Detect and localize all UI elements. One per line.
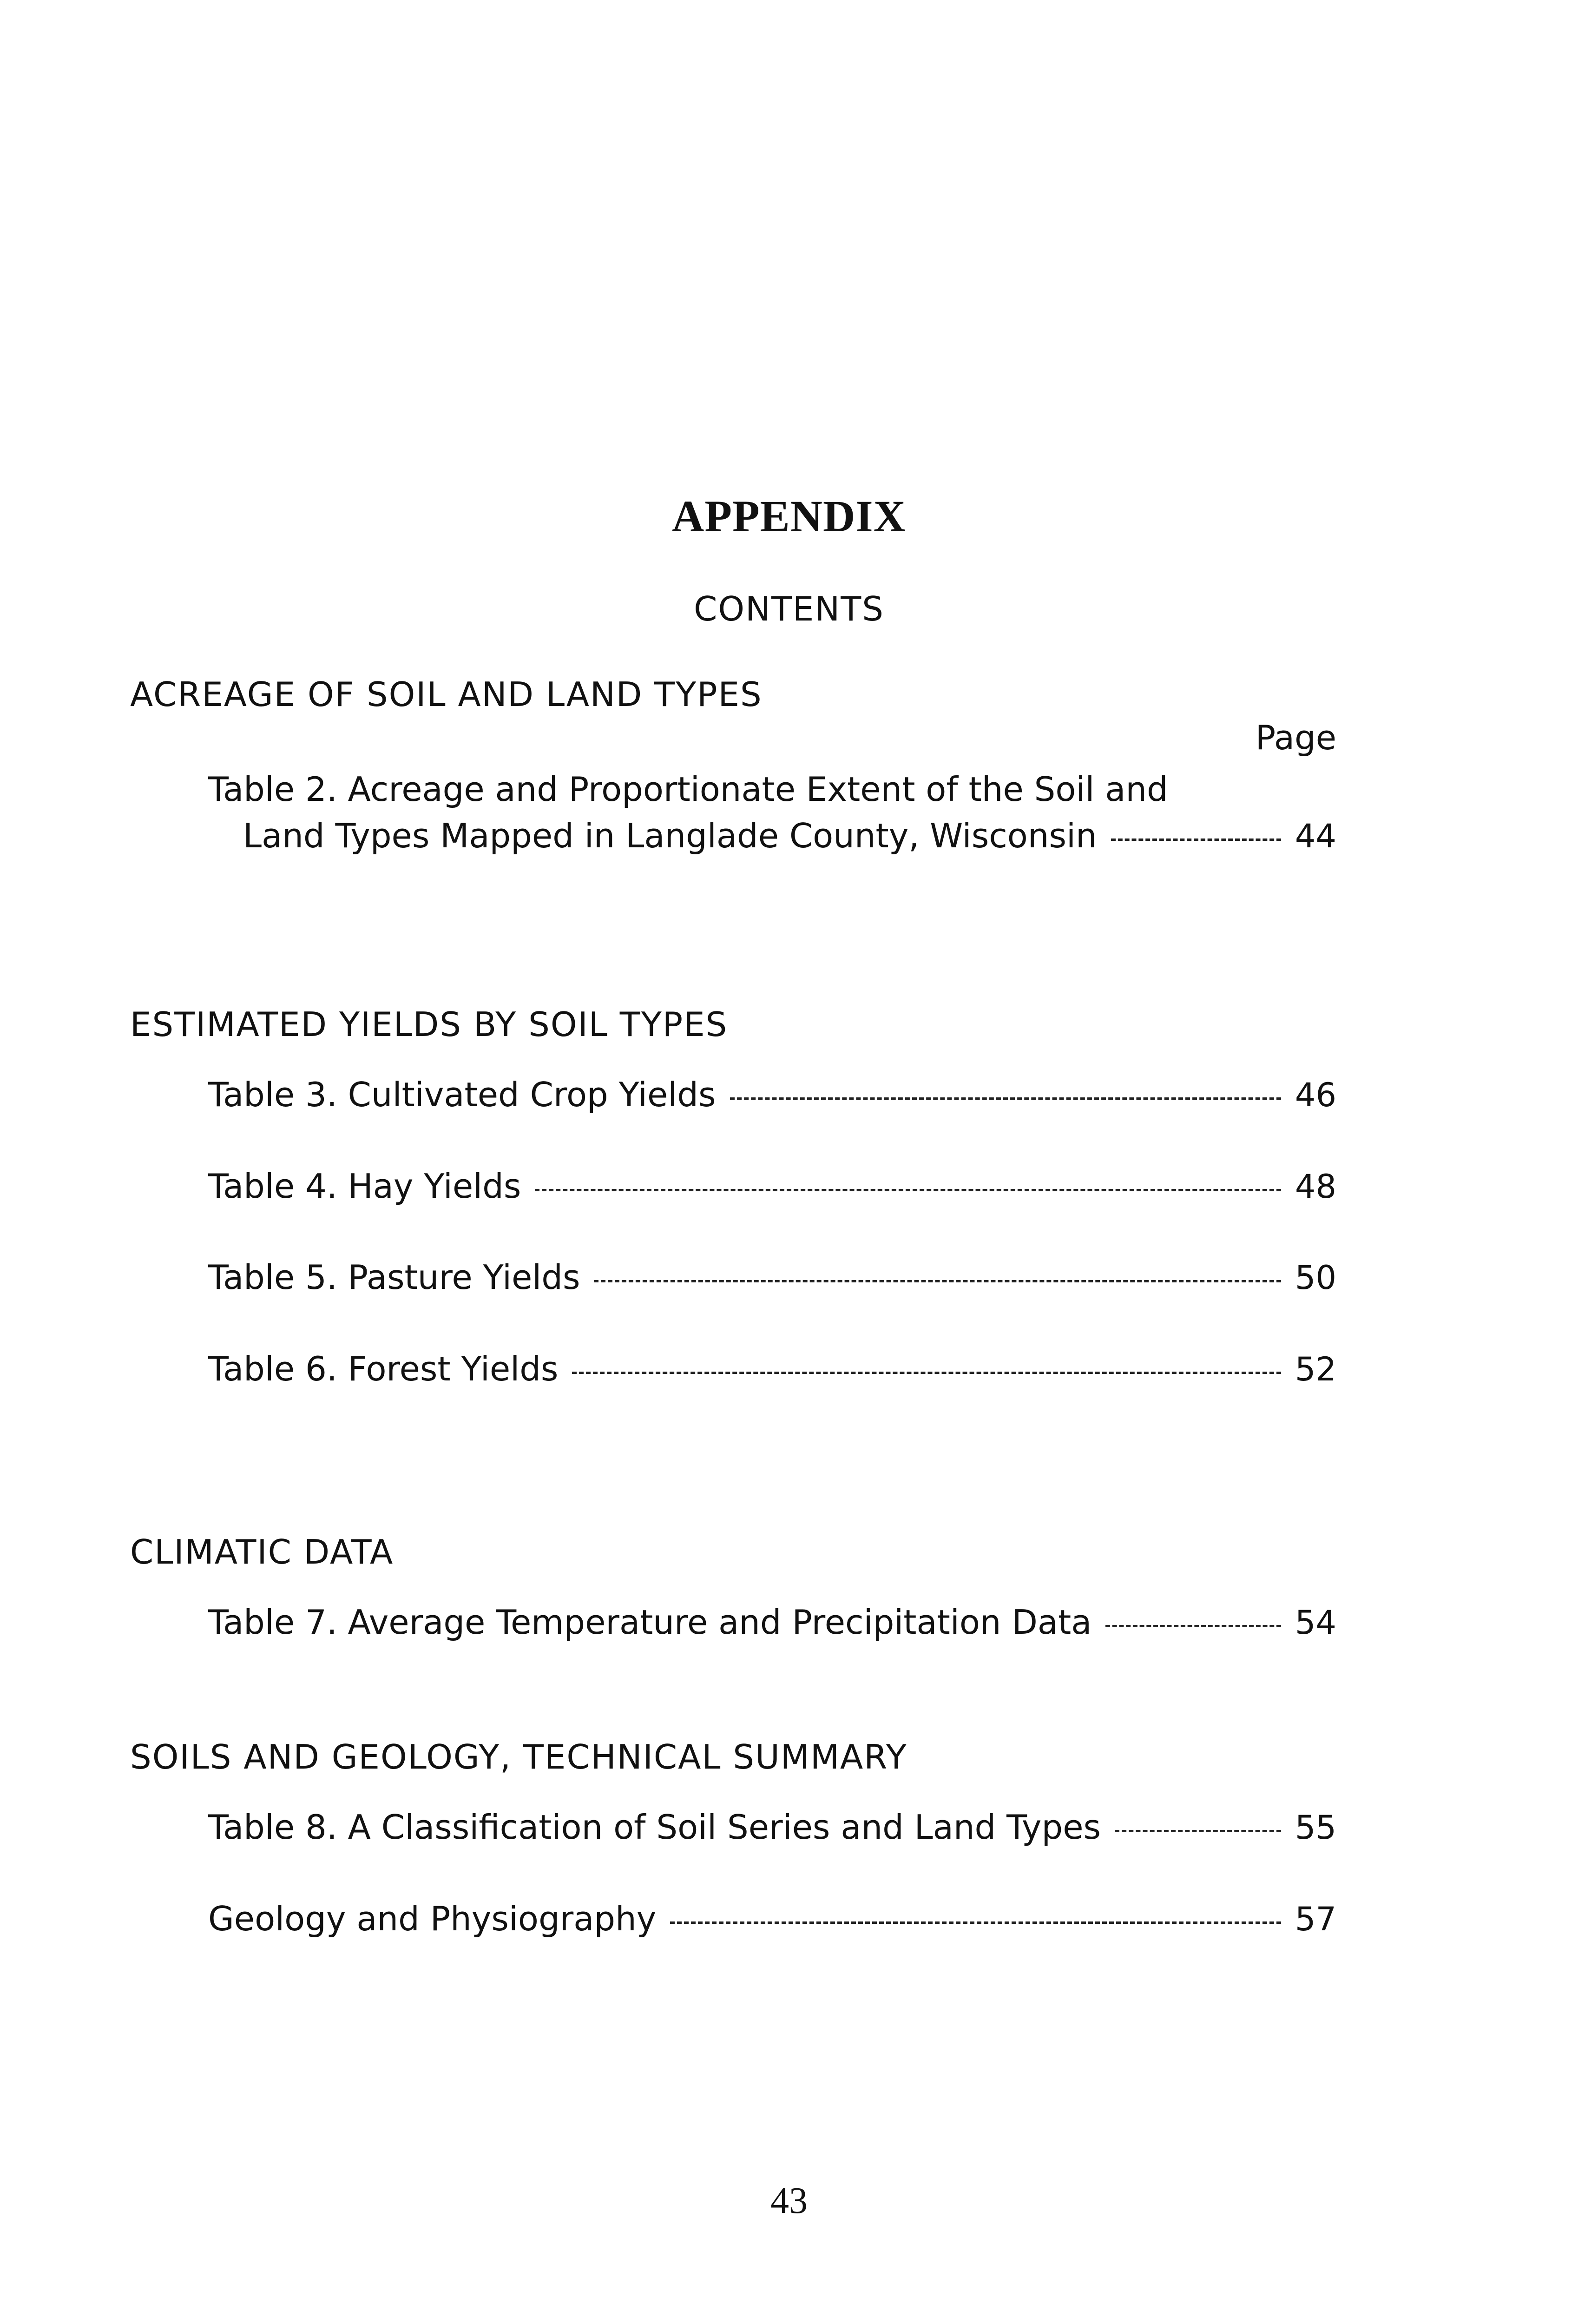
toc-entry-text: Table 8. A Classification of Soil Series and Land Types xyxy=(208,1808,1101,1847)
section-heading-climatic-data: CLIMATIC DATA xyxy=(130,1532,394,1571)
toc-entry-text: Table 2. Acreage and Proportionate Extent of the Soil and xyxy=(208,770,1168,809)
page-number-footer: 43 xyxy=(770,2180,808,2221)
dot-leader xyxy=(670,1921,1281,1924)
toc-entry-line-1 xyxy=(208,766,1336,812)
page-title: APPENDIX xyxy=(672,491,906,541)
toc-entry-table-4 xyxy=(208,1163,1336,1210)
dot-leader xyxy=(1105,1625,1281,1627)
toc-page-number: 54 xyxy=(1295,1604,1336,1642)
toc-entry-text: Table 5. Pasture Yields xyxy=(208,1258,580,1297)
toc-entry-table-2 xyxy=(208,766,1336,859)
dot-leader xyxy=(1111,838,1281,841)
dot-leader xyxy=(594,1280,1281,1282)
dot-leader xyxy=(572,1372,1281,1374)
toc-entry-text: Table 6. Forest Yields xyxy=(208,1349,559,1388)
section-heading-soils-geology: SOILS AND GEOLOGY, TECHNICAL SUMMARY xyxy=(130,1737,907,1776)
toc-page-number: 44 xyxy=(1295,817,1336,855)
toc-entry-text-continued: Land Types Mapped in Langlade County, Wisconsin xyxy=(243,816,1097,855)
toc-page-number: 50 xyxy=(1295,1259,1336,1297)
toc-entry-text: Table 3. Cultivated Crop Yields xyxy=(208,1075,716,1114)
toc-entry-table-3 xyxy=(208,1071,1336,1118)
dot-leader xyxy=(1115,1830,1281,1832)
section-heading-estimated-yields: ESTIMATED YIELDS BY SOIL TYPES xyxy=(130,1005,728,1044)
toc-entry-table-7 xyxy=(208,1599,1336,1646)
toc-page-number: 55 xyxy=(1295,1809,1336,1847)
toc-entry-geology xyxy=(208,1895,1336,1942)
dot-leader xyxy=(730,1097,1281,1100)
toc-page-number: 46 xyxy=(1295,1076,1336,1114)
contents-subtitle: CONTENTS xyxy=(694,589,884,628)
toc-page-number: 48 xyxy=(1295,1168,1336,1206)
dot-leader xyxy=(535,1189,1281,1191)
toc-entry-text: Table 7. Average Temperature and Precipitation Data xyxy=(208,1603,1092,1642)
toc-page-number: 57 xyxy=(1295,1900,1336,1938)
toc-entry-line-2 xyxy=(208,812,1336,859)
toc-page-number: 52 xyxy=(1295,1350,1336,1388)
toc-entry-text: Table 4. Hay Yields xyxy=(208,1167,521,1206)
toc-entry-text: Geology and Physiography xyxy=(208,1899,657,1938)
page-column-label: Page xyxy=(1255,718,1336,757)
toc-entry-table-5 xyxy=(208,1254,1336,1301)
toc-entry-table-6 xyxy=(208,1346,1336,1393)
toc-entry-table-8 xyxy=(208,1804,1336,1851)
section-heading-acreage: ACREAGE OF SOIL AND LAND TYPES xyxy=(130,675,763,714)
